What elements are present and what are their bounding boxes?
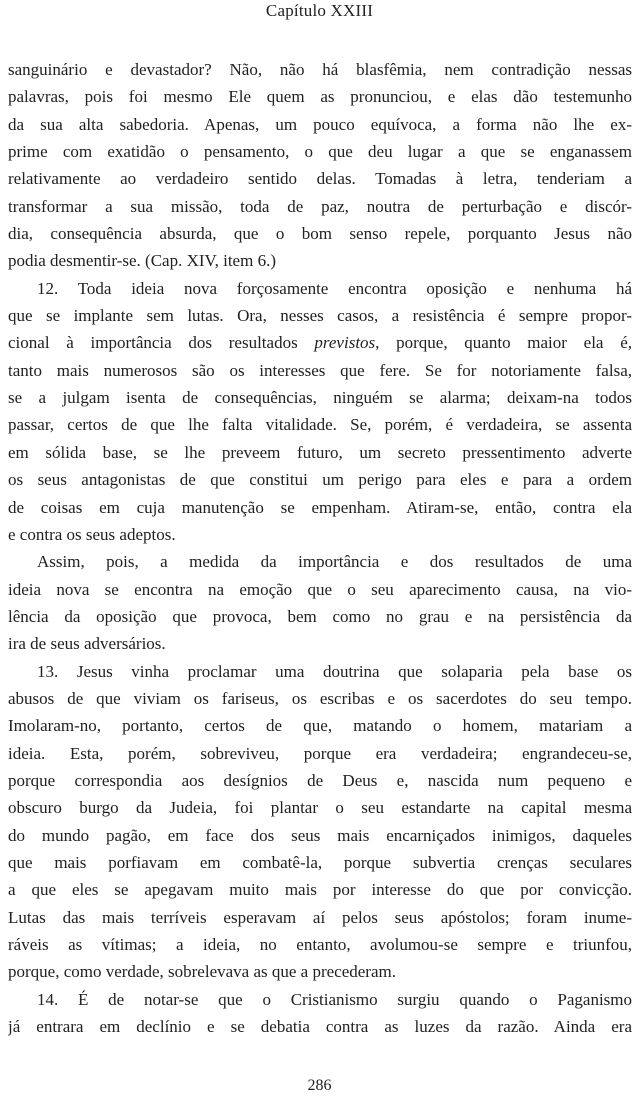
text-line: 12. Toda ideia nova forçosamente encontra oposição e nenhuma há <box>37 278 632 298</box>
text-line: sanguinário e devastador? Não, não há blasfêmia, nem contradição nessas <box>8 60 632 79</box>
text-line: cional à importância dos resultados previstos, porque, quanto maior ela é, <box>8 333 632 353</box>
text-line: obscuro burgo da Judeia, foi plantar o seu estandarte na capital mesma <box>8 798 632 818</box>
text-line: os seus antagonistas de que constitui um perigo para eles e para a ordem <box>8 470 632 490</box>
paragraph <box>8 56 632 275</box>
text-line: tanto mais numerosos são os interesses que fere. Se for notoriamente falsa, <box>8 360 632 380</box>
text-line: que mais porfiavam em combatê-la, porque subvertia crenças seculares <box>8 852 632 872</box>
text-line: lência da oposição que provoca, bem como no grau e na persistência da <box>8 606 632 626</box>
text-line: passar, certos de que lhe falta vitalidade. Se, porém, é verdadeira, se assenta <box>8 415 632 435</box>
text-line: ráveis as vítimas; a ideia, no entanto, avolumou-se sempre e triunfou, <box>8 935 632 954</box>
text-line: transformar a sua missão, toda de paz, noutra de perturbação e discór- <box>8 196 632 216</box>
paragraph <box>8 548 632 657</box>
page-number: 286 <box>307 1077 332 1094</box>
text-line: do mundo pagão, em face dos seus mais encarniçados inimigos, daqueles <box>8 825 632 845</box>
paragraph <box>8 986 632 1041</box>
text-line: abusos de que viviam os fariseus, os escribas e os sacerdotes do seu tempo. <box>8 688 632 708</box>
text-line: Imolaram-no, portanto, certos de que, matando o homem, matariam a <box>8 716 632 736</box>
text-line: ideia. Esta, porém, sobreviveu, porque era verdadeira; engrandeceu-se, <box>8 743 632 763</box>
text-line: se a julgam isenta de consequências, ninguém se alarma; deixam-na todos <box>8 388 632 408</box>
text-line: da sua alta sabedoria. Apenas, um pouco equívoca, a forma não lhe ex- <box>8 114 632 134</box>
text-line: Lutas das mais terríveis esperavam aí pelos seus apóstolos; foram inume- <box>8 907 632 927</box>
text-line: 13. Jesus vinha proclamar uma doutrina que solaparia pela base os <box>37 661 632 681</box>
text-line: que se implante sem lutas. Ora, nesses casos, a resistência é sempre propor- <box>8 306 632 326</box>
text-line: relativamente ao verdadeiro sentido delas. Tomadas à letra, tenderiam a <box>8 169 632 189</box>
text-line: porque, como verdade, sobrelevava as que a precederam. <box>8 962 396 982</box>
text-line: porque correspondia aos desígnios de Deus e, nascida num pequeno e <box>8 770 632 790</box>
text-line: já entrara em declínio e se debatia contra as luzes da razão. Ainda era <box>8 1017 632 1037</box>
text-line: em sólida base, se lhe preveem futuro, um secreto pressentimento adverte <box>8 442 632 462</box>
text-line: Assim, pois, a medida da importância e dos resultados de uma <box>37 552 632 572</box>
text-line: prime com exatidão o pensamento, o que deu lugar a que se enganassem <box>8 142 632 162</box>
text-line: 14. É de notar-se que o Cristianismo surgiu quando o Paganismo <box>37 989 632 1009</box>
paragraph <box>8 658 632 986</box>
text-line: ideia nova se encontra na emoção que o seu aparecimento causa, na vio- <box>8 579 632 599</box>
text-line: ira de seus adversários. <box>8 634 166 654</box>
chapter-header: Capítulo XXIII <box>265 1 374 20</box>
page-body-text <box>8 56 632 1040</box>
text-line: dia, consequência absurda, que o bom senso repele, porquanto Jesus não <box>8 224 632 244</box>
text-line: e contra os seus adeptos. <box>8 524 176 544</box>
text-line: a que eles se apegavam muito mais por interesse do que por convicção. <box>8 880 632 900</box>
text-line: podia desmentir-se. (Cap. XIV, item 6.) <box>8 251 276 271</box>
text-line: de coisas em cuja manutenção se empenham. Atiram-se, então, contra ela <box>8 497 632 517</box>
paragraph <box>8 275 632 548</box>
text-line: palavras, pois foi mesmo Ele quem as pronunciou, e elas dão testemunho <box>8 87 632 107</box>
